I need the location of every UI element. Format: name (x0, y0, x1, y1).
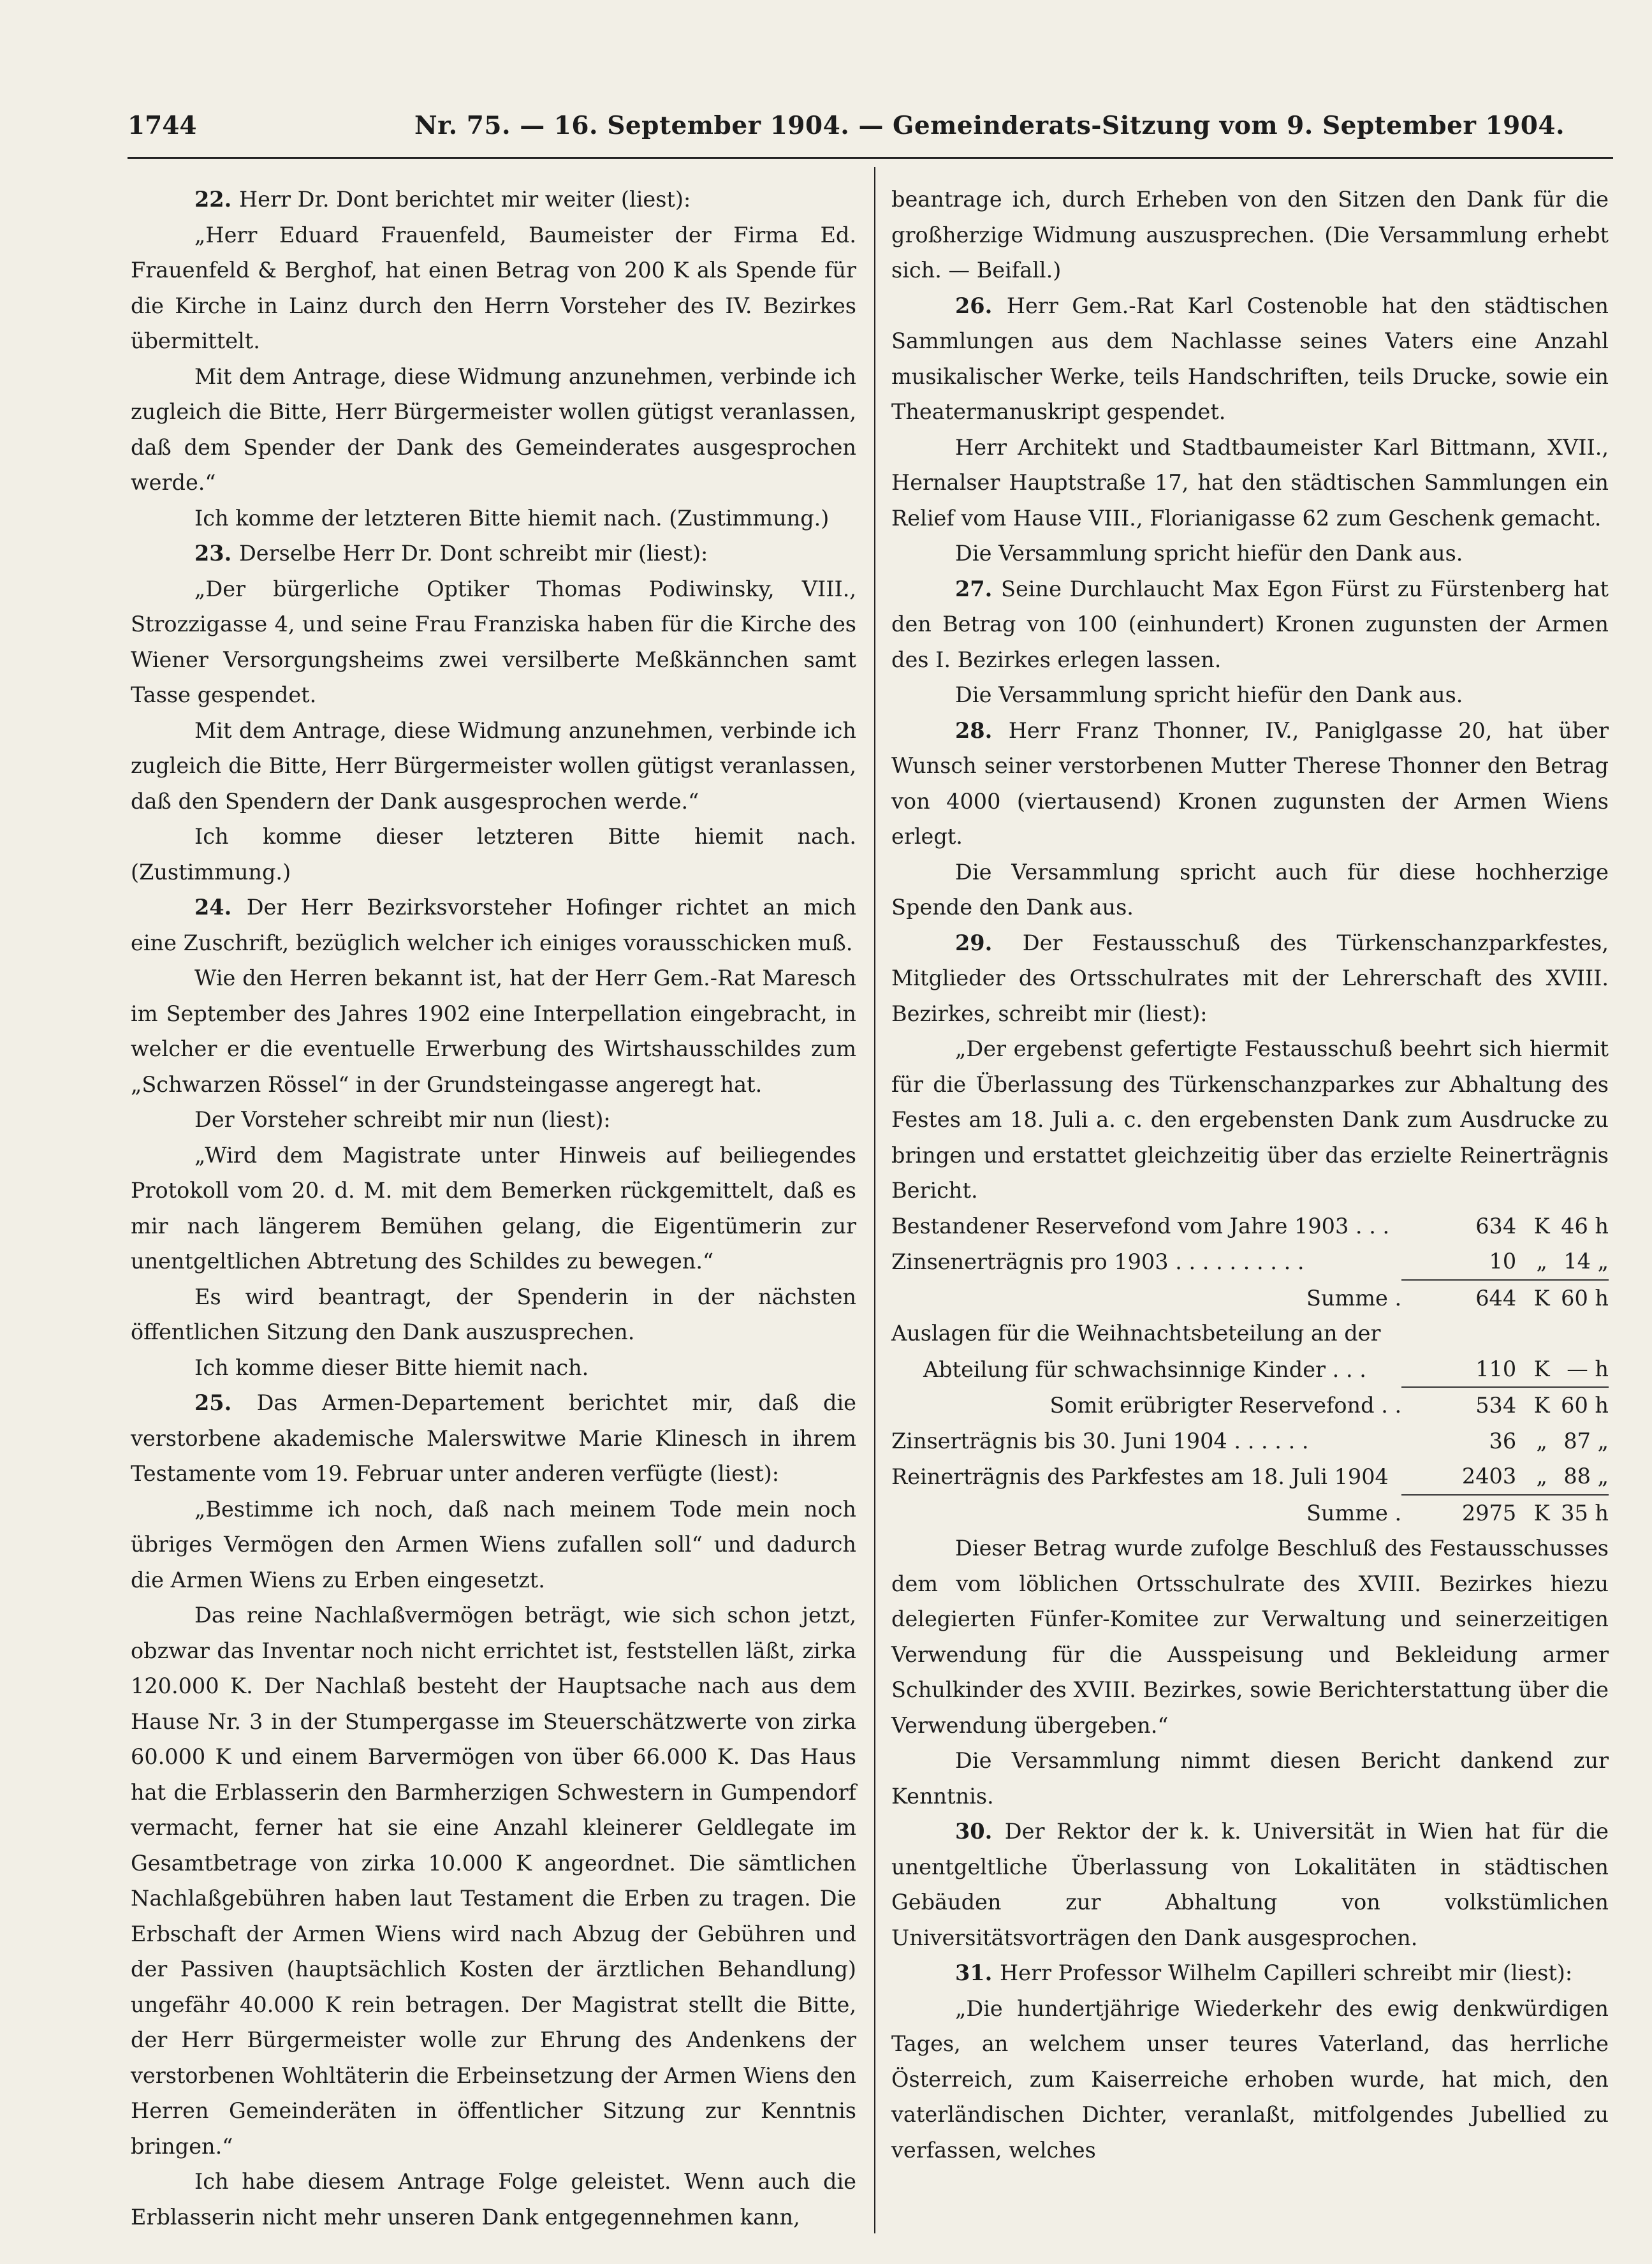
paragraph-text: Die Versammlung spricht hiefür den Dank aus. (955, 682, 1463, 707)
account-label: Abteilung für schwachsinnige Kinder . . . (923, 1356, 1366, 1382)
paragraph (891, 1031, 1609, 1209)
paragraph (891, 1743, 1609, 1814)
paragraph-text: Dieser Betrag wurde zufolge Beschluß des Festausschusses dem vom löblichen Ortsschulrate des XVIII. Bezirkes hiezu delegierten Fünfer-Komitee zur Verwaltung und seinerzeitigen Verwendung für die Ausspeisung und Bekleidung armer Schulkinder des XVIII. Bezirkes, sowie Berichterstattung über die Verwendung übergeben.“ (891, 1536, 1609, 1738)
account-unit: „ (1523, 1244, 1561, 1280)
paragraph (131, 1102, 856, 1138)
paragraph (891, 430, 1609, 536)
paragraph-text: Herr Professor Wilhelm Capilleri schreibt mir (liest): (999, 1960, 1573, 1985)
paragraph-text: Herr Dr. Dont berichtet mir weiter (liest): (238, 187, 691, 212)
account-row (891, 1351, 1609, 1388)
account-value: 2403 (1401, 1459, 1523, 1495)
paragraph (891, 925, 1609, 1032)
account-row (891, 1316, 1609, 1351)
right-column (891, 182, 1609, 2168)
paragraph-text: Herr Gem.-Rat Karl Costenoble hat den städtischen Sammlungen aus dem Nachlasse seines Vaters eine Anzahl musikalischer Werke, teils Handschriften, teils Drucke, sowie ein Theatermanuskript gespendet. (891, 293, 1609, 424)
account-value: 10 (1401, 1244, 1523, 1280)
item-number: 24. (194, 895, 247, 920)
paragraph (131, 359, 856, 501)
account-row (891, 1244, 1609, 1280)
account-value: 644 (1475, 1285, 1517, 1311)
paragraph-text: „Der ergebenst gefertigte Festausschuß beehrt sich hiermit für die Überlassung des Türkenschanzparkes zur Abhaltung des Festes am 18. Juli a. c. den ergebensten Dank zum Ausdrucke zu bringen und erstattet gleichzeitig über das erzielte Reinerträgnis Bericht. (891, 1036, 1609, 1203)
paragraph (891, 536, 1609, 571)
account-row (891, 1209, 1609, 1244)
account-frac: 87 „ (1563, 1428, 1609, 1453)
account-frac: 60 h (1561, 1285, 1609, 1311)
running-title: Nr. 75. — 16. September 1904. — Gemeinderats-Sitzung vom 9. September 1904. (414, 111, 1565, 140)
account-table (891, 1209, 1609, 1531)
paragraph (131, 217, 856, 359)
paragraph-text: Mit dem Antrage, diese Widmung anzunehmen, verbinde ich zugleich die Bitte, Herr Bürgermeister wollen gütigst veranlassen, daß den Spendern der Dank ausgesprochen werde.“ (131, 717, 856, 814)
account-row (891, 1423, 1609, 1459)
paragraph-text: Der Vorsteher schreibt mir nun (liest): (194, 1107, 611, 1132)
account-unit: K (1533, 1500, 1550, 1525)
page-number: 1744 (128, 111, 197, 140)
paragraph (891, 677, 1609, 713)
right-column-bottom (891, 1531, 1609, 2168)
page-header (128, 111, 1613, 156)
account-label: Summe . (1306, 1500, 1402, 1525)
paragraph-text: Das reine Nachlaßvermögen beträgt, wie sich schon jetzt, obzwar das Inventar noch nicht errichtet ist, feststellen läßt, zirka 120.000 K. Der Nachlaß besteht der Hauptsache nach aus dem Hause Nr. 3 in der Stumpergasse im Steuerschätzwerte von zirka 60.000 K und einem Barvermögen von über 66.000 K. Das Haus hat die Erblasserin den Barmherzigen Schwestern in Gumpendorf vermacht, ferner hat sie eine Anzahl kleinerer Geldlegate im Gesamtbetrage von zirka 10.000 K angeordnet. Die sämtlichen Nachlaßgebühren haben laut Testament die Erben zu tragen. Die Erbschaft der Armen Wiens wird nach Abzug der Gebühren und der Passiven (hauptsächlich Kosten der ärztlichen Behandlung) ungefähr 40.000 K rein betragen. Der Magistrat stellt die Bitte, der Herr Bürgermeister wolle zur Ehrung des Andenkens der verstorbenen Wohltäterin die Erbeinsetzung der Armen Wiens den Herren Gemeinderäten in öffentlicher Sitzung zur Kenntnis bringen.“ (131, 1603, 856, 2159)
paragraph (131, 1598, 856, 2164)
paragraph (131, 1350, 856, 1386)
account-unit: K (1523, 1351, 1561, 1388)
paragraph (891, 182, 1609, 288)
account-unit: „ (1536, 1428, 1547, 1453)
paragraph (891, 855, 1609, 925)
paragraph (131, 960, 856, 1102)
paragraph (131, 2164, 856, 2235)
account-frac: 88 „ (1561, 1459, 1609, 1495)
account-value: 2975 (1461, 1500, 1517, 1525)
paragraph-text: „Der bürgerliche Optiker Thomas Podiwinsky, VIII., Strozzigasse 4, und seine Frau Franziska haben für die Kirche des Wiener Versorgungsheims zwei versilberte Meßkännchen samt Tasse gespendet. (131, 576, 856, 707)
account-frac (1561, 1316, 1609, 1351)
account-frac: — h (1561, 1351, 1609, 1388)
account-label: Somit erübrigter Reservefond . . (1049, 1393, 1402, 1418)
paragraph-text: Es wird beantragt, der Spenderin in der nächsten öffentlichen Sitzung den Dank auszusprechen. (131, 1284, 856, 1344)
paragraph (891, 571, 1609, 678)
account-row (891, 1459, 1609, 1495)
item-number: 29. (955, 930, 1023, 955)
item-number: 26. (955, 293, 1007, 318)
paragraph (131, 571, 856, 713)
paragraph (131, 1279, 856, 1350)
account-unit: K (1533, 1393, 1550, 1418)
item-number: 30. (955, 1819, 1005, 1844)
account-value: 534 (1475, 1393, 1517, 1418)
paragraph-text: Herr Architekt und Stadtbaumeister Karl Bittmann, XVII., Hernalser Hauptstraße 17, hat den städtischen Sammlungen ein Relief vom Hause VIII., Florianigasse 62 zum Geschenk gemacht. (891, 434, 1609, 531)
right-column-top (891, 182, 1609, 1209)
account-label: Zinsenerträgnis pro 1903 . . . . . . . . . . (891, 1249, 1305, 1274)
item-number: 31. (955, 1960, 1000, 1985)
account-value (1401, 1316, 1523, 1351)
paragraph (131, 819, 856, 890)
paragraph (131, 536, 856, 571)
paragraph-text: Die Versammlung nimmt diesen Bericht dankend zur Kenntnis. (891, 1748, 1609, 1809)
item-number: 27. (955, 576, 1002, 601)
paragraph (131, 1138, 856, 1279)
account-label: Auslagen für die Weihnachtsbeteilung an der (891, 1321, 1381, 1346)
account-row (891, 1387, 1609, 1423)
account-frac: 14 „ (1561, 1244, 1609, 1280)
paragraph-text: Mit dem Antrage, diese Widmung anzunehmen, verbinde ich zugleich die Bitte, Herr Bürgermeister wollen gütigst veranlassen, daß dem Spender der Dank des Gemeinderates ausgesprochen werde.“ (131, 364, 856, 495)
paragraph-text: Die Versammlung spricht hiefür den Dank aus. (955, 541, 1463, 566)
paragraph-text: Der Festausschuß des Türkenschanzparkfestes, Mitglieder des Ortsschulrates mit der Lehrerschaft des XVIII. Bezirkes, schreibt mir (liest): (891, 930, 1609, 1026)
paragraph (891, 1955, 1609, 1991)
paragraph (891, 1814, 1609, 1955)
paragraph-text: Wie den Herren bekannt ist, hat der Herr Gem.-Rat Maresch im September des Jahres 1902 eine Interpellation eingebracht, in welcher er die eventuelle Erwerbung des Wirtshausschildes zum „Schwarzen Rössel“ in der Grundsteingasse angeregt hat. (131, 966, 856, 1097)
column-divider (874, 167, 875, 2233)
paragraph-text: „Die hundertjährige Wiederkehr des ewig denkwürdigen Tages, an welchem unser teures Vaterland, das herrliche Österreich, zum Kaiserreiche erhoben wurde, hat mich, den vaterländischen Dichter, veranlaßt, mitfolgendes Jubellied zu verfassen, welches (891, 1996, 1609, 2163)
item-number: 22. (194, 187, 239, 212)
account-label: Bestandener Reservefond vom Jahre 1903 . . . (891, 1213, 1390, 1239)
paragraph-text: Derselbe Herr Dr. Dont schreibt mir (liest): (238, 541, 708, 566)
paragraph-text: Der Herr Bezirksvorsteher Hofinger richtet an mich eine Zuschrift, bezüglich welcher ich einiges vorausschicken muß. (131, 895, 856, 955)
paragraph-text: Die Versammlung spricht auch für diese hochherzige Spende den Dank aus. (891, 859, 1609, 920)
account-value: 110 (1401, 1351, 1523, 1388)
item-number: 25. (194, 1390, 257, 1415)
paragraph (131, 713, 856, 820)
paragraph-text: Der Rektor der k. k. Universität in Wien hat für die unentgeltliche Überlassung von Lokalitäten in städtischen Gebäuden zur Abhaltung von volkstümlichen Universitätsvorträgen den Dank ausgesprochen. (891, 1819, 1609, 1950)
account-unit: „ (1523, 1459, 1561, 1495)
account-label: Zinserträgnis bis 30. Juni 1904 . . . . . . (891, 1428, 1309, 1453)
account-frac: 60 h (1561, 1393, 1609, 1418)
paragraph-text: Ich komme der letzteren Bitte hiemit nach. (Zustimmung.) (194, 505, 830, 531)
paragraph-text: beantrage ich, durch Erheben von den Sitzen den Dank für die großherzige Widmung auszusprechen. (Die Versammlung erhebt sich. — Beifall.) (891, 187, 1609, 283)
paragraph (131, 890, 856, 960)
account-unit: K (1533, 1285, 1550, 1311)
header-rule (128, 157, 1613, 159)
paragraph (891, 288, 1609, 430)
paragraph-text: Ich komme dieser Bitte hiemit nach. (194, 1355, 589, 1380)
paragraph-text: Das Armen-Departement berichtet mir, daß die verstorbene akademische Malerswitwe Marie Klinesch in ihrem Testamente vom 19. Februar unter anderen verfügte (liest): (131, 1390, 856, 1486)
paragraph-text: Ich komme dieser letzteren Bitte hiemit nach. (Zustimmung.) (131, 824, 856, 885)
paragraph (891, 713, 1609, 855)
account-frac: 46 h (1561, 1213, 1609, 1239)
paragraph (131, 1492, 856, 1598)
paragraph-text: „Wird dem Magistrate unter Hinweis auf beiliegendes Protokoll vom 20. d. M. mit dem Bemerken rückgemittelt, daß es mir nach längerem Bemühen gelang, die Eigentümerin zur unentgeltlichen Abtretung des Schildes zu bewegen.“ (131, 1142, 856, 1274)
account-row (891, 1280, 1609, 1316)
paragraph (131, 182, 856, 217)
paragraph-text: „Herr Eduard Frauenfeld, Baumeister der Firma Ed. Frauenfeld & Berghof, hat einen Betrag von 200 K als Spende für die Kirche in Lainz durch den Herrn Vorsteher des IV. Bezirkes übermittelt. (131, 222, 856, 353)
account-value: 634 (1475, 1213, 1517, 1239)
paragraph (891, 1531, 1609, 1743)
paragraph-text: Herr Franz Thonner, IV., Paniglgasse 20, hat über Wunsch seiner verstorbenen Mutter Therese Thonner den Betrag von 4000 (viertausend) Kronen zugunsten der Armen Wiens erlegt. (891, 717, 1609, 849)
account-value: 36 (1489, 1428, 1517, 1453)
account-label: Summe . (1306, 1285, 1402, 1311)
account-unit: K (1533, 1213, 1550, 1239)
paragraph (131, 501, 856, 536)
paragraph-text: Seine Durchlaucht Max Egon Fürst zu Fürstenberg hat den Betrag von 100 (einhundert) Kronen zugunsten der Armen des I. Bezirkes erlegen lassen. (891, 576, 1609, 672)
left-column (131, 182, 856, 2235)
item-number: 23. (194, 541, 239, 566)
account-unit (1523, 1316, 1561, 1351)
item-number: 28. (955, 717, 1009, 743)
paragraph (891, 1991, 1609, 2168)
paragraph-text: „Bestimme ich noch, daß nach meinem Tode mein noch übriges Vermögen den Armen Wiens zufallen soll“ und dadurch die Armen Wiens zu Erben eingesetzt. (131, 1496, 856, 1592)
paragraph (131, 1385, 856, 1492)
paragraph-text: Ich habe diesem Antrage Folge geleistet. Wenn auch die Erblasserin nicht mehr unseren Dank entgegennehmen kann, (131, 2169, 856, 2230)
account-label: Reinerträgnis des Parkfestes am 18. Juli 1904 (891, 1464, 1389, 1489)
account-row (891, 1495, 1609, 1531)
account-frac: 35 h (1561, 1500, 1609, 1525)
